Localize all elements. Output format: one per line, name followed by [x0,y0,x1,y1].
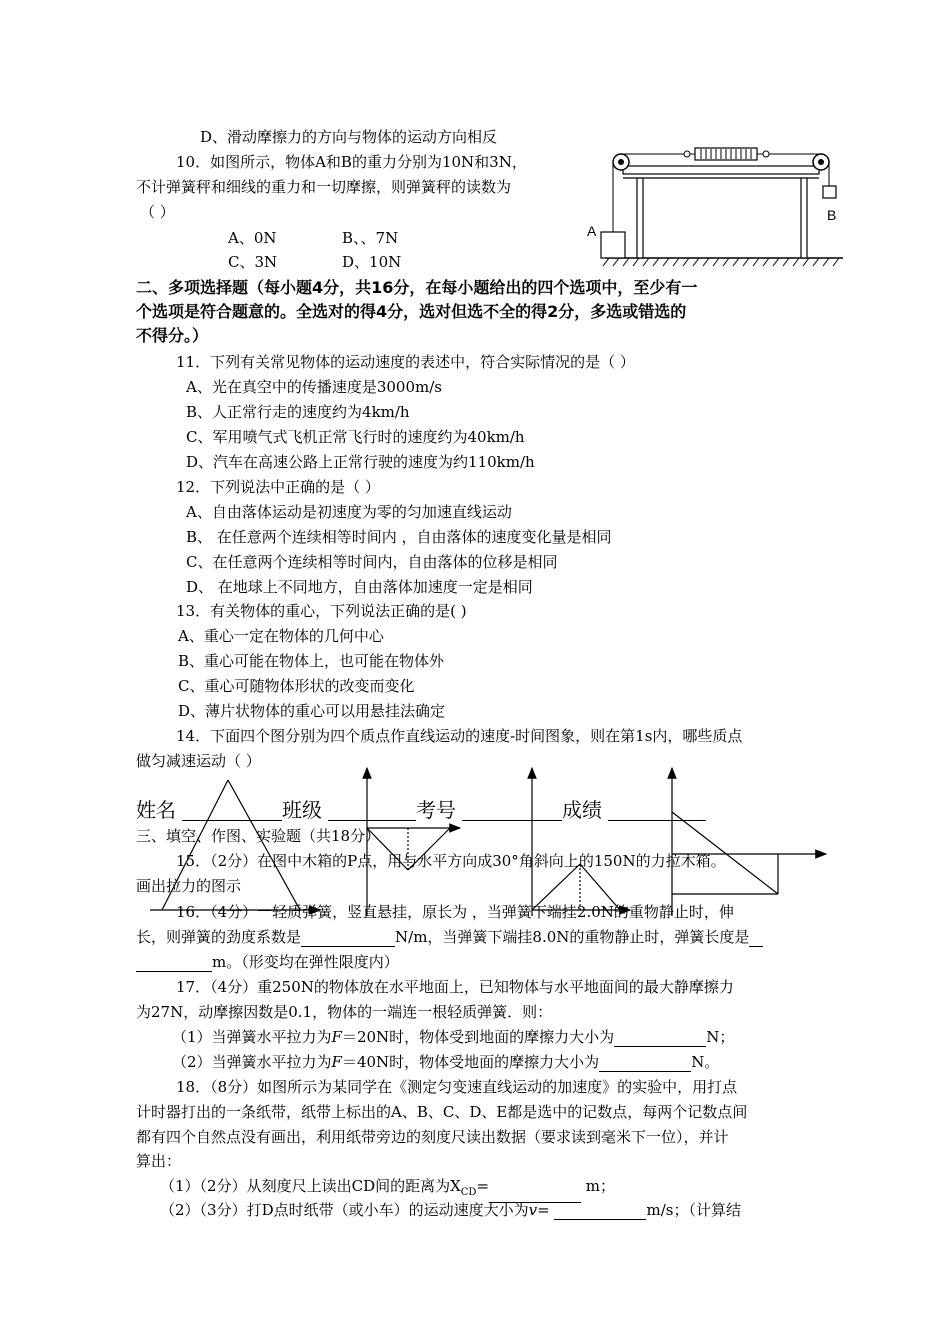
q12-option-c: C、在任意两个连续相等时间内，自由落体的位移是相同 [186,553,558,571]
q11-option-a: A、光在真空中的传播速度是3000m/s [186,378,442,396]
section2-heading-line1: 二、多项选择题（每小题4分，共16分，在每小题给出的四个选项中，至少有一 [136,278,698,297]
q13-option-b: B、重心可能在物体上，也可能在物体外 [178,652,445,670]
q18-sub1-text: （1）（2分）从刻度尺上读出CD间的距离为X [160,1177,461,1195]
q10-pulley-figure [585,140,845,270]
vt-graph-3 [532,768,630,916]
q17-sub2 [172,1052,719,1072]
q17-sub2-f: F [331,1053,342,1071]
q12-option-d: D、 在地球上不同地方，自由落体加速度一定是相同 [186,578,533,596]
q14-stem-line1: 14．下面四个图分别为四个质点作直线运动的速度-时间图象，则在第1s内，哪些质点 [176,727,743,745]
q10-option-c: C、3N [228,253,278,271]
q15-line2: 画出拉力的图示 [136,877,242,895]
q10-option-b: B、、7N [342,229,399,247]
vt-graph-2 [367,768,460,916]
q11-option-c: C、军用喷气式飞机正常飞行时的速度约为40km/h [186,428,525,446]
section2-heading-line2: 个选项是符合题意的。全选对的得4分，选对但选不全的得2分，多选或错选的 [136,302,687,321]
q17-sub2-unit: N。 [691,1053,720,1071]
q18-line3: 都有四个自然点没有画出，利用纸带旁边的刻度尺读出数据（要求读到毫米下一位），并计 [136,1128,729,1146]
q16-blank-k[interactable] [301,930,395,947]
figure-label-a: A [587,223,597,239]
q17-line1: 17．（4分）重250N的物体放在水平地面上，已知物体与水平地面间的最大静摩擦力 [176,978,734,996]
q10-paren: （ ） [140,203,175,221]
q18-sub2-eq: = [537,1201,550,1219]
q18-sub1-subscript: CD [460,1187,477,1198]
q13-stem: 13．有关物体的重心，下列说法正确的是( ) [176,602,467,620]
q11-option-b: B、人正常行走的速度约为4km/h [186,403,410,421]
vt-graph-4 [672,768,826,916]
q16-line2-text-b: N/m，当弹簧下端挂8.0N的重物静止时，弹簧长度是 [395,928,750,946]
q13-option-a: A、重心一定在物体的几何中心 [178,627,384,645]
section2-heading-line3: 不得分。） [136,326,209,345]
q17-sub1-text-b: ＝20N时，物体受到地面的摩擦力大小为 [341,1028,615,1046]
q10-option-d: D、10N [342,253,402,271]
q18-blank-v[interactable] [554,1203,646,1220]
q12-option-a: A、自由落体运动是初速度为零的匀加速直线运动 [186,503,512,521]
q16-line2 [136,927,763,947]
q16-blank-length-a[interactable] [749,930,763,947]
vt-graph-1 [150,780,320,910]
q18-sub1 [160,1176,615,1203]
q17-blank-1[interactable] [614,1030,706,1047]
q16-line3 [136,952,399,972]
q13-option-d: D、薄片状物体的重心可以用悬挂法确定 [178,702,446,720]
q18-sub1-unit: m； [581,1177,616,1195]
q17-sub2-text: （2）当弹簧水平拉力为 [172,1053,332,1071]
q18-sub1-eq: = [476,1177,490,1195]
q11-stem: 11．下列有关常见物体的运动速度的表述中，符合实际情况的是（ ） [176,353,635,371]
header-number-label: 考号 [416,798,456,822]
q10-option-a: A、0N [228,229,277,247]
q13-option-c: C、重心可随物体形状的改变而变化 [178,677,415,695]
q17-sub1-f: F [331,1028,342,1046]
header-name-label: 姓名 [136,798,176,822]
q17-sub1 [172,1027,734,1047]
q18-line2: 计时器打出的一条纸带，纸带上标出的A、B、C、D、E都是选中的记数点，每两个记数点间 [136,1103,748,1121]
q14-vt-graphs [150,768,830,918]
header-score-label: 成绩 [562,798,602,822]
q17-sub1-text: （1）当弹簧水平拉力为 [172,1028,332,1046]
q18-sub2-unit: m/s；（计算结 [646,1201,741,1219]
q17-line2: 为27N，动摩擦因数是0.1，物体的一端连一根轻质弹簧．则： [136,1003,553,1021]
q10-stem-line1: 10．如图所示，物体A和B的重力分别为10N和3N， [176,153,527,171]
q10-stem-line2: 不计弹簧秤和细线的重力和一切摩擦，则弹簧秤的读数为 [136,178,512,196]
section3-heading: 三、填空、作图、实验题（共18分） [136,827,381,845]
q17-sub2-text-b: ＝40N时，物体受地面的摩擦力大小为 [341,1053,600,1071]
q18-sub2-text: （2）（3分）打D点时纸带（或小车）的运动速度大小为 [160,1201,529,1219]
q12-stem: 12．下列说法中正确的是（ ） [176,478,380,496]
q15-line1: 15．（2分）在图中木箱的P点，用与水平方向成30°角斜向上的150N的力拉木箱。 [176,852,726,870]
q18-line4: 算出： [136,1152,182,1170]
header-class-label: 班级 [282,798,322,822]
q16-line1: 16．（4分）一轻质弹簧，竖直悬挂，原长为 ，当弹簧下端挂2.0N的重物静止时，伸 [176,903,734,921]
figure-label-b: B [827,207,837,223]
q11-option-d: D、汽车在高速公路上正常行驶的速度为约110km/h [186,453,535,471]
q16-line3-text: m。（形变均在弹性限度内） [212,953,399,971]
q18-sub2-v: v [528,1201,538,1219]
q12-option-b: B、 在任意两个连续相等时间内 ，自由落体的速度变化量是相同 [186,528,612,546]
q14-stem-line2: 做匀减速运动（ ） [136,752,261,770]
q16-blank-length-b[interactable] [136,955,212,972]
q18-line1: 18．（8分）如图所示为某同学在《测定匀变速直线运动的加速度》的实验中，用打点 [176,1078,738,1096]
q18-sub2 [160,1200,741,1220]
q17-blank-2[interactable] [599,1055,691,1072]
q17-sub1-unit: N； [706,1028,735,1046]
q9-option-d: D、滑动摩擦力的方向与物体的运动方向相反 [200,128,498,146]
q16-line2-text: 长，则弹簧的劲度系数是 [136,928,302,946]
